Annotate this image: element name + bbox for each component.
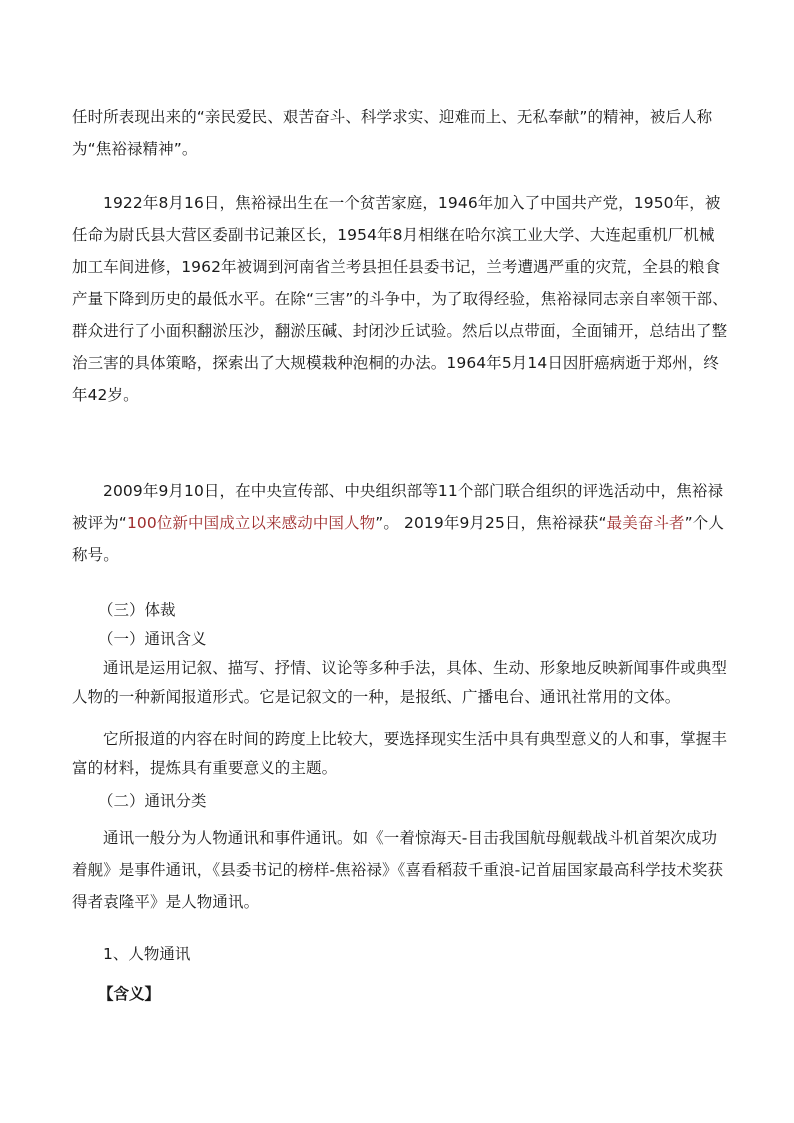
heading-person-news: 1、人物通讯 (103, 945, 191, 963)
honors-text-2: ”。 2019年9月25日，焦裕禄获“ (375, 514, 607, 532)
paragraph-jiao-spirit: 任时所表现出来的“亲民爱民、艰苦奋斗、科学求实、迎难而上、无私奉献”的精神，被后人称为“焦裕禄精神”。 (72, 108, 713, 158)
paragraph-definition: 通讯是运用记叙、描写、抒情、议论等多种手法，具体、生动、形象地反映新闻事件或典型人物的一种新闻报道形式。它是记叙文的一种，是报纸、广播电台、通讯社常用的文体。 (72, 659, 728, 706)
paragraph-honors (72, 475, 730, 571)
honors-text-1: 2009年9月10日，在中央宣传部、中央组织部等11个部门联合组织的评选活动中，焦裕禄被评为“ (72, 482, 724, 532)
honors-title-100-people: 100位新中国成立以来感动中国人物 (126, 514, 376, 532)
heading-meaning: 【含义】 (98, 985, 161, 1003)
heading-definition: （一）通讯含义 (98, 630, 207, 648)
paragraph-biography: 1922年8月16日，焦裕禄出生在一个贫苦家庭，1946年加入了中国共产党，1950年，被任命为尉氏县大营区委副书记兼区长，1954年8月相继在哈尔滨工业大学、大连起重机厂机械加工车间进修，1962年被调到河南省兰考县担任县委书记，兰考遭遇严重的灾荒，全县的粮食产量下降到历史的最低水平。在除“三害”的斗争中，为了取得经验，焦裕禄同志亲自率领干部、群众进行了小面积翻淤压沙，翻淤压碱、封闭沙丘试验。然后以点带面，全面铺开，总结出了整治三害的具体策略，探索出了大规模栽种泡桐的办法。1964年5月14日因肝癌病逝于郑州，终年42岁。 (72, 194, 728, 404)
honors-text-3: ”个人称号。 (72, 514, 725, 564)
heading-classification: （二）通讯分类 (98, 792, 207, 810)
honors-title-best-striver: 最美奋斗者 (606, 514, 685, 532)
paragraph-classification: 通讯一般分为人物通讯和事件通讯。如《一着惊海天-目击我国航母舰载战斗机首架次成功着舰》是事件通讯，《县委书记的榜样-焦裕禄》《喜看稻菽千重浪-记首届国家最高科学技术奖获得者袁隆平》是人物通讯。 (72, 829, 724, 911)
paragraph-content-scope: 它所报道的内容在时间的跨度上比较大，要选择现实生活中具有典型意义的人和事，掌握丰富的材料，提炼具有重要意义的主题。 (72, 730, 728, 777)
heading-genre: （三）体裁 (98, 601, 176, 619)
